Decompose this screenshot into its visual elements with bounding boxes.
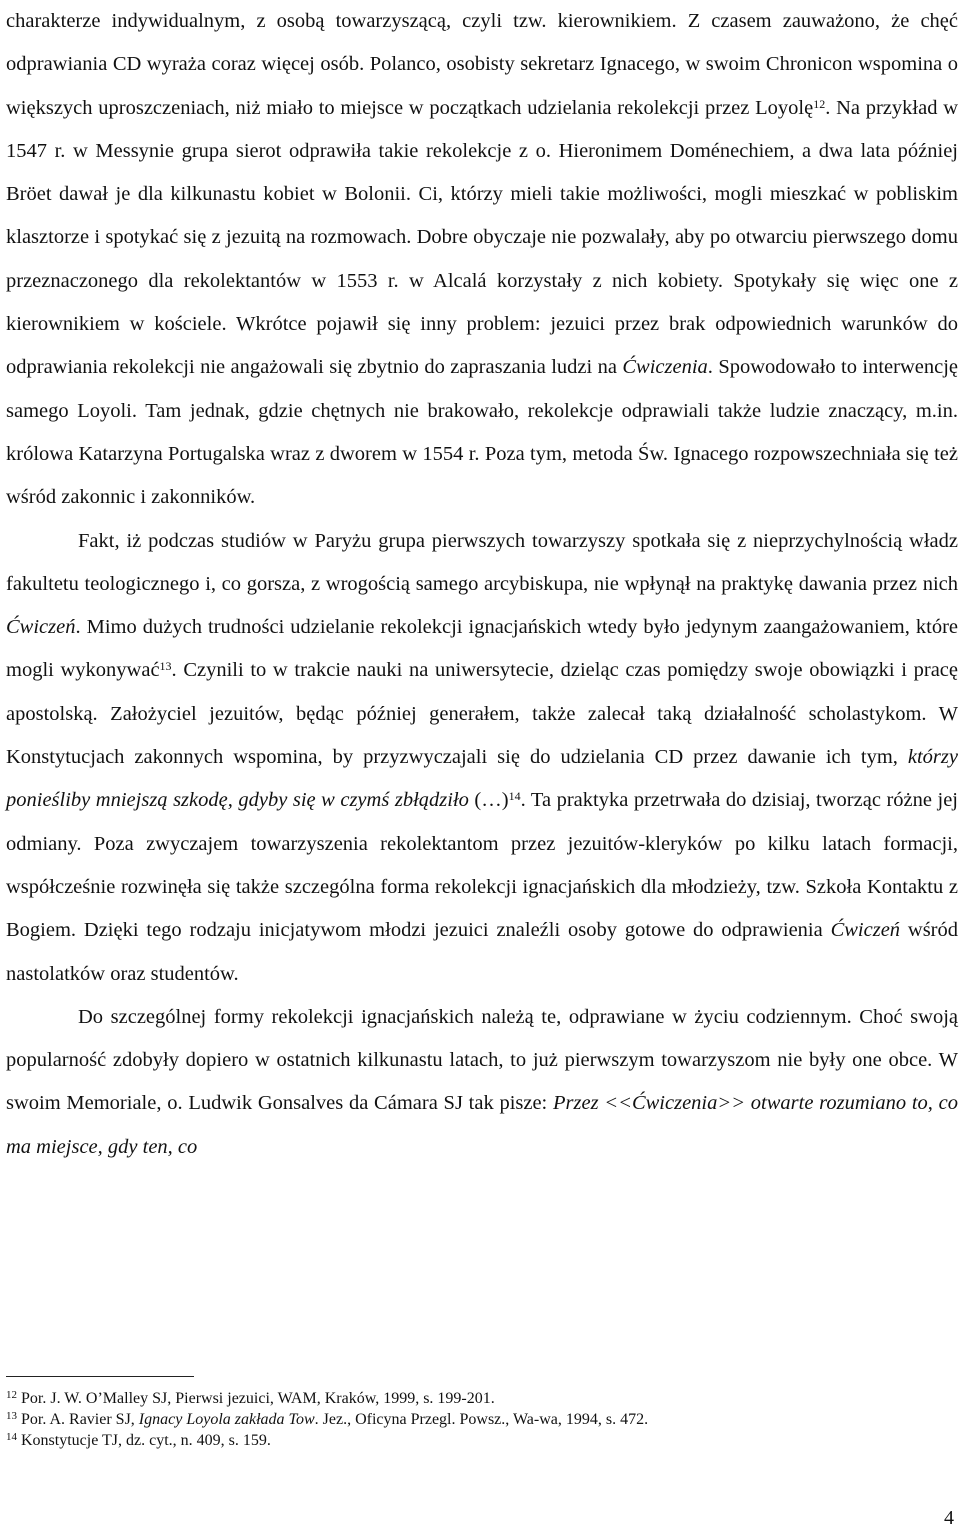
text-run: . Mimo dużych trudności udzielanie rekolekcji ignacjańskich wtedy było jedynym zaangażowaniem, które mogli wykonywać bbox=[6, 616, 958, 682]
page-number: 4 bbox=[944, 1507, 954, 1529]
text-run: . Czynili to w trakcie nauki na uniwersytecie, dzieląc czas pomiędzy swoje obowiązki i pracę apostolską. Założyciel jezuitów, będąc później generałem, także zalecał taką działalność scholastykom. W Konstytucjach zakonnych wspomina, by przyzwyczajali się do udzielania CD przez dawanie ich tym, bbox=[6, 659, 958, 769]
footnote-number: 13 bbox=[6, 1410, 17, 1422]
italic-text: Ćwiczeń bbox=[6, 616, 76, 639]
footnote-ref: 12 bbox=[813, 96, 826, 111]
footnotes bbox=[6, 1388, 946, 1451]
italic-text: Przez <<Ćwiczenia>> otwarte rozumiano to, co ma miejsce, gdy ten, co bbox=[6, 1092, 958, 1158]
text-run: Do szczególnej formy rekolekcji ignacjańskich należą te, odprawiane w życiu codziennym. Choć swoją popularność zdobyły dopiero w ostatnich kilkunastu latach, to już pierwszym towarzyszom nie były one obce. W swoim Memoriale, o. Ludwik Gonsalves da Cámara SJ tak pisze: bbox=[6, 1005, 958, 1115]
paragraph-2 bbox=[6, 520, 958, 996]
footnote-ref: 14 bbox=[508, 789, 521, 804]
text-run: . Spowodowało to interwencję samego Loyoli. Tam jednak, gdzie chętnych nie brakowało, rekolekcje odprawiali także ludzie znaczący, m.in. królowa Katarzyna Portugalska wraz z dworem w 1554 r. Poza tym, metoda Św. Ignacego rozpowszechniała się też wśród zakonnic i zakonników. bbox=[6, 356, 958, 509]
footnote-number: 12 bbox=[6, 1389, 17, 1401]
text-run: . Na przykład w 1547 r. w Messynie grupa sierot odprawiła takie rekolekcje z o. Hieronimem Doménechiem, a dwa lata później Bröet dawał je dla kilkunastu kobiet w Bolonii. Ci, którzy mieli takie możliwości, mogli mieszkać w pobliskim klasztorze i spotykać się z jezuitą na rozmowach. Dobre obyczaje nie pozwalały, aby po otwarciu pierwszego domu przeznaczonego dla rekolektantów w 1553 r. w Alcalá korzystały z nich kobiety. Spotykały się więc one z kierownikiem w kościele. Wkrótce pojawił się inny problem: jezuici przez brak odpowiednich warunków do odprawiania rekolekcji nie angażowali się zbytnio do zapraszania ludzi na bbox=[6, 96, 958, 379]
footnote-number: 14 bbox=[6, 1431, 17, 1443]
footnote-separator bbox=[6, 1376, 194, 1377]
text-run: . Ta praktyka przetrwała do dzisiaj, tworząc różne jej odmiany. Poza zwyczajem towarzyszenia rekolektantom przez jezuitów-kleryków po kilku latach formacji, współcześnie rozwinęła się także szczególna forma rekolekcji ignacjańskich dla młodzieży, tzw. Szkoła Kontaktu z Bogiem. Dzięki tego rodzaju inicjatywom młodzi jezuici znaleźli osoby gotowe do odprawienia bbox=[6, 789, 958, 942]
text-run: . Jez., Oficyna Przegl. Powsz., Wa-wa, 1994, s. 472. bbox=[314, 1411, 649, 1428]
paragraph-3 bbox=[6, 996, 958, 1169]
italic-text: którzy ponieśliby mniejszą szkodę, gdyby się w czymś zbłądziło bbox=[6, 746, 958, 812]
text-run: Konstytucje TJ, dz. cyt., n. 409, s. 159. bbox=[21, 1432, 271, 1449]
italic-text: Ignacy Loyola zakłada Tow bbox=[138, 1411, 315, 1428]
footnote-14 bbox=[6, 1430, 946, 1451]
text-run: (…) bbox=[468, 789, 509, 812]
text-run: Fakt, iż podczas studiów w Paryżu grupa pierwszych towarzyszy spotkała się z nieprzychylnością władz fakultetu teologicznego i, co gorsza, z wrogością samego arcybiskupa, nie wpłynął na praktykę dawania przez nich bbox=[6, 529, 958, 595]
footnote-ref: 13 bbox=[159, 659, 172, 674]
footnote-12 bbox=[6, 1388, 946, 1409]
text-run: wśród nastolatków oraz studentów. bbox=[6, 919, 959, 985]
text-run: Por. J. W. O’Malley SJ, Pierwsi jezuici, WAM, Kraków, 1999, s. 199-201. bbox=[21, 1390, 495, 1407]
paragraph-1 bbox=[6, 0, 958, 520]
italic-text: Ćwiczenia bbox=[622, 356, 708, 379]
footnote-13 bbox=[6, 1409, 946, 1430]
text-run: Por. A. Ravier SJ, bbox=[21, 1411, 139, 1428]
italic-text: Ćwiczeń bbox=[830, 919, 901, 942]
document-page bbox=[6, 0, 958, 1169]
text-run: charakterze indywidualnym, z osobą towarzyszącą, czyli tzw. kierownikiem. Z czasem zauważono, że chęć odprawiania CD wyraża coraz więcej osób. Polanco, osobisty sekretarz Ignacego, w swoim Chronicon wspomina o większych uproszczeniach, niż miało to miejsce w początkach udzielania rekolekcji przez Loyolę bbox=[6, 10, 958, 119]
